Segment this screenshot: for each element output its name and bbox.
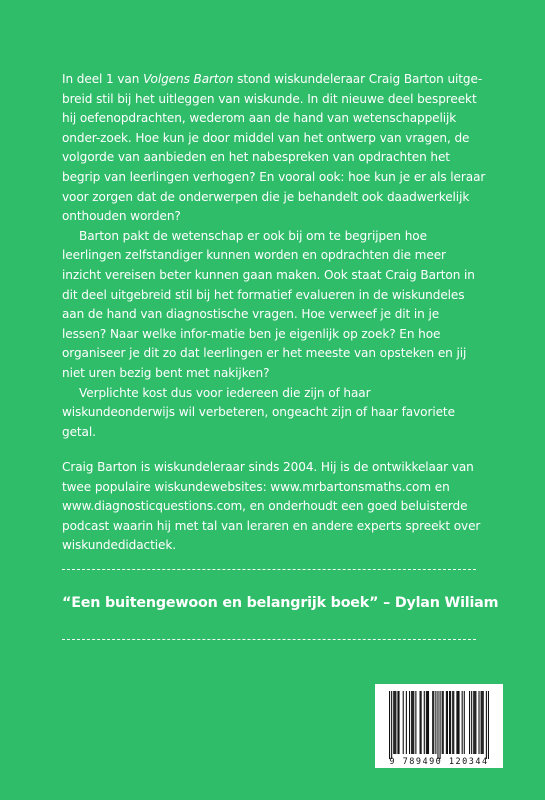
barcode-bar [393,691,394,754]
barcode-bar [481,691,482,754]
barcode-bar [406,691,407,754]
barcode-bar [486,691,487,759]
blurb-paragraph-2: Barton pakt de wetenschap er ook bij om te begrijpen hoe leerlingen zelfstandiger kunnen worden en opdrachten die meer inzicht vereisen beter kunnen gaan maken. Ook staat Craig Barton in dit deel uitgebreid stil bij het formatief evalueren in de wiskundeles aan de hand van diagnostische vragen. Hoe verweef je dit in je lessen? Naar welke infor-matie ben je eigenlijk op zoek? En hoe organiseer je dit zo dat leerlingen er het meeste van opsteken en jij niet uren bezig bent met nakijken? [62,228,475,380]
barcode-bar [415,691,416,754]
barcode-bar [433,691,434,754]
barcode-bar [469,691,470,754]
barcode-bar [440,691,441,759]
barcode-bar [456,691,457,754]
blurb-p1-rest: stond wiskundeleraar Craig Barton uitge-breid stil bij het uitleggen van wiskunde. In dit nieuwe deel bespreekt hij oefenopdrachten, wederom aan de hand van wetenschappelijk onder-zoek. Hoe kun je door middel van het ontwerp van vragen, de volgorde van aanbieden en het nabespreken van opdrachten het begrip van leerlingen verhogen? En vooral ook: hoe kun je er als leraar voor zorgen dat de onderwerpen die je behandelt ook daadwerkelijk onthouden worden? [62,72,486,224]
isbn-number: 9 789490 120344 [389,757,489,767]
endorsement-quote: “Een buitengewoon en belangrijk boek” – Dylan Wiliam [62,595,499,611]
barcode-bar [394,691,395,754]
barcode-bar [421,691,422,754]
barcode-bar [389,691,390,759]
barcode-bar [398,691,399,754]
barcode-bar [413,691,414,754]
barcode-bar [462,691,463,754]
barcode-bar [412,691,413,754]
barcode-bar [411,691,412,754]
barcode-bar [395,691,396,754]
barcode-bar [443,691,444,754]
barcode-bar [447,691,448,754]
barcode-bar [464,691,465,754]
barcode-bar [473,691,474,754]
author-bio [62,458,487,556]
divider-top [62,569,476,570]
barcode-bar [403,691,404,754]
barcode-bar [449,691,450,754]
author-bio-text: Craig Barton is wiskundeleraar sinds 2004. Hij is de ontwikkelaar van twee populaire wiskundewebsites: www.mrbartonsmaths.com en www.diagnosticquestions.com, en onderhoudt een goed beluisterde podcast waarin hij met tal van leraren en andere experts spreekt over wiskundedidactiek. [62,460,481,553]
barcode-bar [475,691,476,754]
blurb [62,70,487,442]
barcode-bar [471,691,472,754]
barcode-bar [420,691,421,754]
barcode-bar [488,691,489,759]
blurb-paragraph-3: Verplichte kost dus voor iedereen die zijn of haar wiskundeonderwijs wil verbeteren, ongeacht zijn of haar favoriete getal. [62,385,455,439]
barcode-bar [450,691,451,754]
barcode-bar [478,691,479,754]
barcode-bar [427,691,428,754]
barcode-bar [457,691,458,754]
blurb-p1-lead: In deel 1 van [62,72,144,86]
divider-bottom [62,639,476,640]
blurb-paragraph-1 [62,70,487,227]
barcode-bar [435,691,436,754]
barcode-bar [424,691,425,754]
barcode-bar [397,691,398,754]
barcode-bar [474,691,475,754]
barcode-bar [428,691,429,754]
barcode-bar [409,691,410,754]
barcode-bar [453,691,454,754]
barcode-bar [482,691,483,754]
barcode [375,684,503,768]
barcode-bar [426,691,427,754]
barcode-bar [391,691,392,759]
barcode-bar [452,691,453,754]
barcode-bar [437,691,438,759]
barcode-bars [389,691,489,759]
barcode-bar [483,691,484,754]
barcode-bar [458,691,459,754]
barcode-bar [446,691,447,754]
barcode-bar [442,691,443,754]
barcode-bar [432,691,433,754]
book-title: Volgens Barton [143,72,234,86]
